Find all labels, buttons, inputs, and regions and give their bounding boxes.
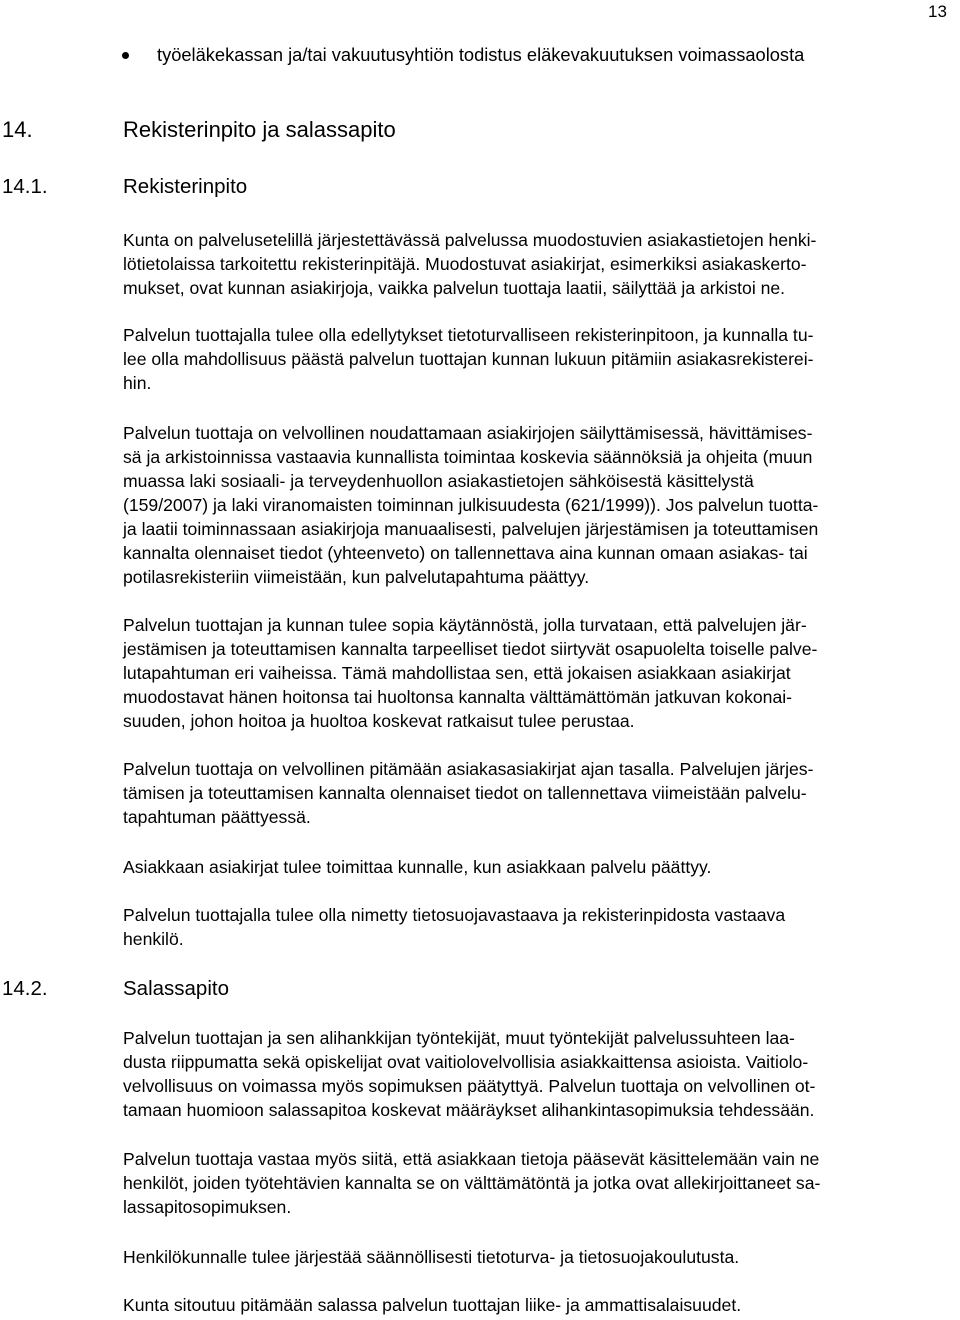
text-line: mukset, ovat kunnan asiakirjoja, vaikka palvelun tuottaja laatii, säilyttää ja arkistoi ne. — [123, 278, 786, 298]
text-line: Palvelun tuottaja on velvollinen noudattamaan asiakirjojen säilyttämisessä, hävittämises- — [123, 423, 813, 443]
section-14-2-title: Salassapito — [123, 977, 229, 1000]
text-line: tapahtuman päättyessä. — [123, 807, 311, 827]
paragraph — [123, 421, 955, 589]
paragraph — [123, 757, 955, 829]
section-14-2-number: 14.2. — [2, 977, 48, 1000]
text-line: Palvelun tuottaja vastaa myös siitä, että asiakkaan tietoja pääsevät käsittelemään vain ne — [123, 1149, 820, 1169]
text-line: Henkilökunnalle tulee järjestää säännöllisesti tietoturva- ja tietosuojakoulutusta. — [123, 1247, 740, 1267]
text-line: henkilö. — [123, 929, 184, 949]
text-line: Palvelun tuottajan ja sen alihankkijan työntekijät, muut työntekijät palvelussuhteen laa- — [123, 1028, 795, 1048]
text-line: Palvelun tuottajan ja kunnan tulee sopia käytännöstä, jolla turvataan, että palvelujen jär- — [123, 615, 807, 635]
text-line: lee olla mahdollisuus päästä palvelun tuottajan kunnan lukuun pitämiin asiakasrekisterei- — [123, 349, 814, 369]
text-line: muassa laki sosiaali- ja terveydenhuollon asiakastietojen sähköisestä käsittelystä — [123, 471, 754, 491]
page-number: 13 — [928, 2, 947, 21]
paragraph — [123, 323, 955, 395]
text-line: sä ja arkistoinnissa vastaavia kunnallista toimintaa koskevia säännöksiä ja ohjeita (muun — [123, 447, 813, 467]
text-line: suuden, johon hoitoa ja huoltoa koskevat ratkaisut tulee perustaa. — [123, 711, 635, 731]
text-line: lötietolaissa tarkoitettu rekisterinpitäjä. Muodostuvat asiakirjat, esimerkiksi asiakaskerto- — [123, 254, 807, 274]
text-line: Palvelun tuottajalla tulee olla nimetty tietosuojavastaava ja rekisterinpidosta vastaava — [123, 905, 786, 925]
paragraph — [123, 613, 955, 733]
paragraph — [123, 1147, 955, 1219]
text-line: tamaan huomioon salassapitoa koskevat määräykset alihankintasopimuksia tehdessään. — [123, 1100, 815, 1120]
text-line: ja laatii toiminnassaan asiakirjoja manuaalisesti, palvelujen järjestämisen ja toteuttamisen — [123, 519, 819, 539]
text-line: Asiakkaan asiakirjat tulee toimittaa kunnalle, kun asiakkaan palvelu päättyy. — [123, 857, 712, 877]
section-14-number: 14. — [2, 117, 33, 142]
text-line: tämisen ja toteuttamisen kannalta olennaiset tiedot on tallennettava viimeistään palvelu- — [123, 783, 807, 803]
text-line: hin. — [123, 373, 152, 393]
text-line: jestämisen ja toteuttamisen kannalta tarpeelliset tiedot siirtyvät osapuolelta toiselle palve- — [123, 639, 818, 659]
bullet-item: työeläkekassan ja/tai vakuutusyhtiön todistus eläkevakuutuksen voimassaolosta — [157, 44, 805, 65]
text-line: muodostavat hänen hoitonsa tai huoltonsa kannalta välttämättömän jatkuvan kokonai- — [123, 687, 792, 707]
section-14-title: Rekisterinpito ja salassapito — [123, 117, 396, 142]
paragraph — [123, 855, 955, 879]
paragraph — [123, 1293, 955, 1317]
paragraph — [123, 903, 955, 951]
text-line: Palvelun tuottajalla tulee olla edellytykset tietoturvalliseen rekisterinpitoon, ja kunnalla tu- — [123, 325, 814, 345]
section-14-1-title: Rekisterinpito — [123, 175, 248, 198]
text-line: lutapahtuman eri vaiheissa. Tämä mahdollistaa sen, että jokaisen asiakkaan asiakirjat — [123, 663, 791, 683]
paragraph — [123, 1026, 955, 1122]
text-line: kannalta olennaiset tiedot (yhteenveto) on tallennettava aina kunnan omaan asiakas- tai — [123, 543, 808, 563]
text-line: potilasrekisteriin viimeistään, kun palvelutapahtuma päättyy. — [123, 567, 590, 587]
text-line: lassapitosopimuksen. — [123, 1197, 292, 1217]
bullet-icon — [122, 52, 129, 59]
text-line: velvollisuus on voimassa myös sopimuksen päätyttyä. Palvelun tuottaja on velvollinen ot- — [123, 1076, 816, 1096]
text-line: henkilöt, joiden työtehtävien kannalta se on välttämätöntä ja jotka ovat allekirjoittaneet sa- — [123, 1173, 821, 1193]
text-line: Kunta on palvelusetelillä järjestettävässä palvelussa muodostuvien asiakastietojen henki- — [123, 230, 817, 250]
paragraph — [123, 228, 955, 300]
text-line: dusta riippumatta sekä opiskelijat ovat vaitiolovelvollisia asiakkaittensa asioista. Vaitiolo- — [123, 1052, 809, 1072]
text-line: Palvelun tuottaja on velvollinen pitämään asiakasasiakirjat ajan tasalla. Palvelujen järjes- — [123, 759, 814, 779]
text-line: (159/2007) ja laki viranomaisten toiminnan julkisuudesta (621/1999)). Jos palvelun tuotta- — [123, 495, 819, 515]
section-14-1-number: 14.1. — [2, 175, 48, 198]
text-line: Kunta sitoutuu pitämään salassa palvelun tuottajan liike- ja ammattisalaisuudet. — [123, 1295, 742, 1315]
paragraph — [123, 1245, 955, 1269]
